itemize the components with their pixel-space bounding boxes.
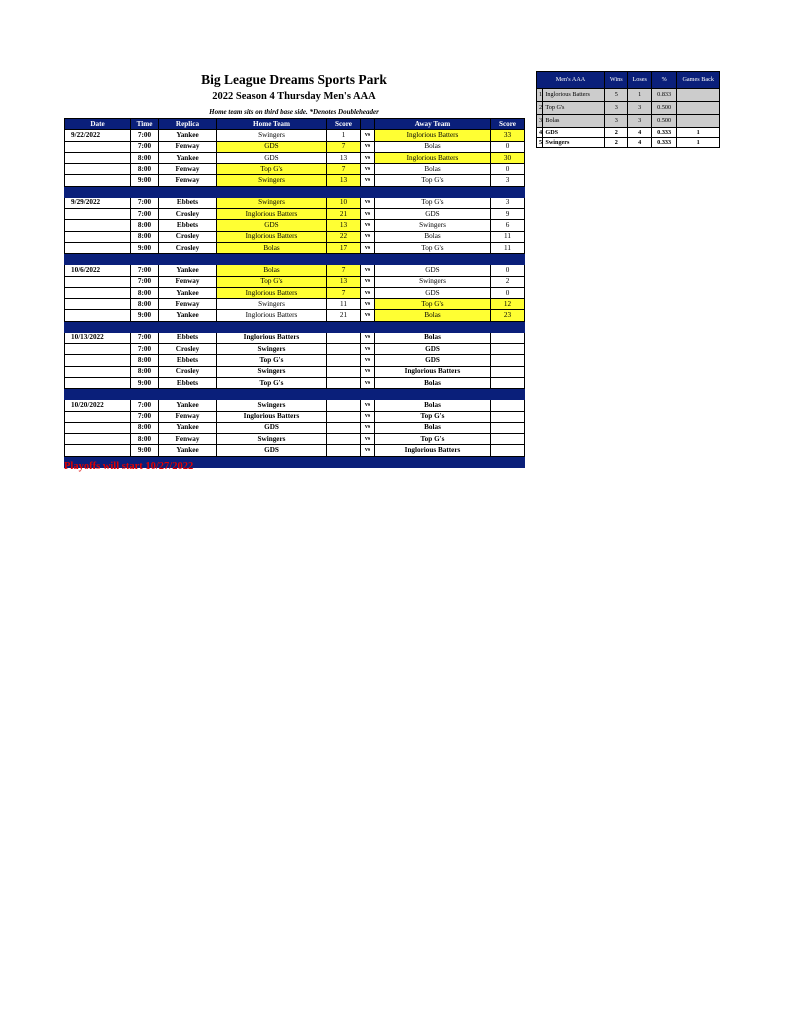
- home-score: 21: [327, 209, 361, 220]
- game-date-empty: [65, 344, 131, 355]
- away-team: GDS: [375, 355, 491, 366]
- game-row: [65, 366, 525, 377]
- game-time: 9:00: [131, 175, 159, 186]
- away-score: 23: [491, 310, 525, 321]
- game-time: 7:00: [131, 344, 159, 355]
- standings-losses: 3: [628, 102, 651, 115]
- away-team: GDS: [375, 265, 491, 276]
- away-team: Bolas: [375, 164, 491, 175]
- standings-wins-header: Wins: [605, 72, 628, 89]
- game-time: 8:00: [131, 434, 159, 445]
- home-team: GDS: [217, 445, 327, 456]
- away-score: 12: [491, 299, 525, 310]
- home-team: Top G's: [217, 355, 327, 366]
- game-date-empty: [65, 366, 131, 377]
- standings-rank: 3: [537, 115, 543, 128]
- vs-label: vs: [361, 377, 375, 388]
- game-replica: Yankee: [159, 265, 217, 276]
- home-team: Bolas: [217, 242, 327, 253]
- away-team: Inglorious Batters: [375, 130, 491, 141]
- away-score: 3: [491, 197, 525, 208]
- home-score: 7: [327, 287, 361, 298]
- game-date-empty: [65, 411, 131, 422]
- game-replica: Yankee: [159, 422, 217, 433]
- standings-division-header: Men's AAA: [537, 72, 605, 89]
- home-score: 13: [327, 220, 361, 231]
- game-replica: Crosley: [159, 366, 217, 377]
- away-team: Swingers: [375, 276, 491, 287]
- game-time: 9:00: [131, 377, 159, 388]
- standings-pct-header: %: [651, 72, 677, 89]
- standings-pct: 0.333: [651, 138, 677, 148]
- away-team: Top G's: [375, 299, 491, 310]
- vs-label: vs: [361, 265, 375, 276]
- home-score: 22: [327, 231, 361, 242]
- away-team: Bolas: [375, 310, 491, 321]
- game-date-empty: [65, 377, 131, 388]
- game-replica: Crosley: [159, 231, 217, 242]
- vs-label: vs: [361, 366, 375, 377]
- home-team: Swingers: [217, 366, 327, 377]
- home-score: 13: [327, 175, 361, 186]
- vs-label: vs: [361, 231, 375, 242]
- game-date-empty: [65, 220, 131, 231]
- game-date-empty: [65, 141, 131, 152]
- away-score: 0: [491, 265, 525, 276]
- game-row: [65, 434, 525, 445]
- col-date-header: Date: [65, 119, 131, 130]
- vs-label: vs: [361, 220, 375, 231]
- game-replica: Fenway: [159, 164, 217, 175]
- away-team: Bolas: [375, 422, 491, 433]
- game-time: 8:00: [131, 355, 159, 366]
- away-score: [491, 411, 525, 422]
- standings-table: [536, 71, 720, 148]
- game-row: [65, 197, 525, 208]
- home-score: [327, 400, 361, 411]
- standings-pct: 0.500: [651, 115, 677, 128]
- game-replica: Fenway: [159, 175, 217, 186]
- week-separator: [65, 186, 525, 197]
- home-score: [327, 344, 361, 355]
- away-score: [491, 332, 525, 343]
- standings-games-back: [677, 102, 720, 115]
- game-replica: Ebbets: [159, 355, 217, 366]
- game-time: 8:00: [131, 366, 159, 377]
- home-score: 11: [327, 299, 361, 310]
- standings-wins: 3: [605, 102, 628, 115]
- game-row: [65, 299, 525, 310]
- away-score: [491, 434, 525, 445]
- standings-rank: 1: [537, 89, 543, 102]
- standings-wins: 2: [605, 138, 628, 148]
- game-row: [65, 164, 525, 175]
- week-separator-bar: [65, 389, 525, 400]
- game-time: 7:00: [131, 265, 159, 276]
- game-row: [65, 445, 525, 456]
- game-date: 9/22/2022: [65, 130, 131, 141]
- vs-label: vs: [361, 130, 375, 141]
- game-replica: Ebbets: [159, 332, 217, 343]
- game-time: 7:00: [131, 276, 159, 287]
- home-team: Top G's: [217, 276, 327, 287]
- away-team: Top G's: [375, 411, 491, 422]
- game-row: [65, 231, 525, 242]
- game-replica: Yankee: [159, 400, 217, 411]
- home-team: Bolas: [217, 265, 327, 276]
- game-time: 9:00: [131, 242, 159, 253]
- game-time: 8:00: [131, 220, 159, 231]
- vs-label: vs: [361, 152, 375, 163]
- col-away-team-header: Away Team: [375, 119, 491, 130]
- home-team: Inglorious Batters: [217, 287, 327, 298]
- game-replica: Fenway: [159, 434, 217, 445]
- playoffs-notice: Playoffs will start 10/27/2022: [64, 461, 194, 472]
- game-time: 7:00: [131, 141, 159, 152]
- away-score: 33: [491, 130, 525, 141]
- game-time: 9:00: [131, 310, 159, 321]
- standings-header-row: [537, 72, 720, 89]
- away-team: GDS: [375, 344, 491, 355]
- game-row: [65, 242, 525, 253]
- vs-label: vs: [361, 332, 375, 343]
- game-row: [65, 355, 525, 366]
- away-score: [491, 445, 525, 456]
- away-score: 2: [491, 276, 525, 287]
- game-replica: Crosley: [159, 344, 217, 355]
- game-date-empty: [65, 355, 131, 366]
- game-date-empty: [65, 209, 131, 220]
- game-row: [65, 287, 525, 298]
- standings-games-back: 1: [677, 128, 720, 138]
- away-team: Top G's: [375, 175, 491, 186]
- home-team: GDS: [217, 152, 327, 163]
- away-score: [491, 366, 525, 377]
- standings-wins: 5: [605, 89, 628, 102]
- game-time: 9:00: [131, 445, 159, 456]
- col-replica-header: Replica: [159, 119, 217, 130]
- home-score: 1: [327, 130, 361, 141]
- away-team: Inglorious Batters: [375, 152, 491, 163]
- home-team: Inglorious Batters: [217, 209, 327, 220]
- away-team: Bolas: [375, 141, 491, 152]
- home-score: [327, 377, 361, 388]
- home-score: 13: [327, 276, 361, 287]
- game-time: 7:00: [131, 209, 159, 220]
- away-score: 0: [491, 164, 525, 175]
- home-team: Swingers: [217, 175, 327, 186]
- game-date-empty: [65, 445, 131, 456]
- game-replica: Fenway: [159, 141, 217, 152]
- home-team: Top G's: [217, 164, 327, 175]
- home-team: Inglorious Batters: [217, 231, 327, 242]
- home-score: [327, 355, 361, 366]
- standings-losses: 4: [628, 128, 651, 138]
- away-score: 0: [491, 287, 525, 298]
- standings-games-back: [677, 89, 720, 102]
- vs-label: vs: [361, 175, 375, 186]
- col-home-team-header: Home Team: [217, 119, 327, 130]
- game-row: [65, 265, 525, 276]
- vs-label: vs: [361, 411, 375, 422]
- game-row: [65, 276, 525, 287]
- game-date-empty: [65, 422, 131, 433]
- game-row: [65, 141, 525, 152]
- away-score: 11: [491, 231, 525, 242]
- home-team: Swingers: [217, 434, 327, 445]
- game-row: [65, 152, 525, 163]
- vs-label: vs: [361, 197, 375, 208]
- away-team: Top G's: [375, 197, 491, 208]
- week-separator: [65, 389, 525, 400]
- standings-row: [537, 89, 720, 102]
- standings-rank: 4: [537, 128, 543, 138]
- home-team: Swingers: [217, 197, 327, 208]
- standings-pct: 0.333: [651, 128, 677, 138]
- home-score: [327, 366, 361, 377]
- vs-label: vs: [361, 164, 375, 175]
- away-score: [491, 377, 525, 388]
- vs-label: vs: [361, 209, 375, 220]
- game-row: [65, 422, 525, 433]
- home-score: [327, 422, 361, 433]
- game-replica: Ebbets: [159, 197, 217, 208]
- standings-pct: 0.500: [651, 102, 677, 115]
- game-row: [65, 400, 525, 411]
- vs-label: vs: [361, 400, 375, 411]
- standings-team: GDS: [543, 128, 605, 138]
- game-date: 10/6/2022: [65, 265, 131, 276]
- home-team: Swingers: [217, 344, 327, 355]
- game-row: [65, 377, 525, 388]
- away-score: 0: [491, 141, 525, 152]
- game-date-empty: [65, 276, 131, 287]
- away-team: Bolas: [375, 332, 491, 343]
- game-time: 7:00: [131, 332, 159, 343]
- away-score: [491, 344, 525, 355]
- col-away-score-header: Score: [491, 119, 525, 130]
- game-time: 8:00: [131, 299, 159, 310]
- game-date-empty: [65, 164, 131, 175]
- standings-wins: 2: [605, 128, 628, 138]
- away-team: Bolas: [375, 377, 491, 388]
- home-team: GDS: [217, 422, 327, 433]
- game-row: [65, 220, 525, 231]
- home-team: Swingers: [217, 299, 327, 310]
- vs-label: vs: [361, 310, 375, 321]
- game-row: [65, 310, 525, 321]
- game-replica: Fenway: [159, 299, 217, 310]
- game-replica: Ebbets: [159, 220, 217, 231]
- game-row: [65, 411, 525, 422]
- game-date-empty: [65, 152, 131, 163]
- standings-team: Top G's: [543, 102, 605, 115]
- game-time: 7:00: [131, 411, 159, 422]
- home-score: 17: [327, 242, 361, 253]
- home-score: 21: [327, 310, 361, 321]
- vs-label: vs: [361, 276, 375, 287]
- standings-row: [537, 102, 720, 115]
- schedule-note: Home team sits on third base side. *Denotes Doubleheader: [209, 108, 379, 116]
- away-team: Bolas: [375, 400, 491, 411]
- game-date: 10/13/2022: [65, 332, 131, 343]
- col-home-score-header: Score: [327, 119, 361, 130]
- home-score: 7: [327, 265, 361, 276]
- game-replica: Crosley: [159, 209, 217, 220]
- home-score: 7: [327, 164, 361, 175]
- game-date-empty: [65, 242, 131, 253]
- standings-rank: 2: [537, 102, 543, 115]
- home-team: Top G's: [217, 377, 327, 388]
- page-title: Big League Dreams Sports Park: [201, 72, 387, 87]
- game-time: 8:00: [131, 152, 159, 163]
- vs-label: vs: [361, 287, 375, 298]
- game-replica: Fenway: [159, 276, 217, 287]
- game-row: [65, 344, 525, 355]
- home-team: GDS: [217, 220, 327, 231]
- away-team: GDS: [375, 209, 491, 220]
- vs-label: vs: [361, 299, 375, 310]
- away-team: Top G's: [375, 242, 491, 253]
- vs-label: vs: [361, 242, 375, 253]
- home-team: GDS: [217, 141, 327, 152]
- game-time: 8:00: [131, 422, 159, 433]
- standings-row: [537, 115, 720, 128]
- game-time: 8:00: [131, 164, 159, 175]
- standings-team: Bolas: [543, 115, 605, 128]
- page-subtitle: 2022 Season 4 Thursday Men's AAA: [212, 91, 376, 102]
- week-separator: [65, 321, 525, 332]
- game-replica: Yankee: [159, 287, 217, 298]
- vs-label: vs: [361, 141, 375, 152]
- game-time: 8:00: [131, 287, 159, 298]
- game-replica: Yankee: [159, 152, 217, 163]
- home-score: [327, 332, 361, 343]
- home-score: 7: [327, 141, 361, 152]
- game-replica: Yankee: [159, 310, 217, 321]
- away-team: Top G's: [375, 434, 491, 445]
- game-time: 7:00: [131, 197, 159, 208]
- game-date-empty: [65, 434, 131, 445]
- home-team: Inglorious Batters: [217, 310, 327, 321]
- away-team: Inglorious Batters: [375, 445, 491, 456]
- standings-games-back: 1: [677, 138, 720, 148]
- game-row: [65, 332, 525, 343]
- game-row: [65, 175, 525, 186]
- home-score: 13: [327, 152, 361, 163]
- vs-label: vs: [361, 344, 375, 355]
- game-date-empty: [65, 231, 131, 242]
- standings-pct: 0.833: [651, 89, 677, 102]
- game-replica: Yankee: [159, 445, 217, 456]
- away-score: 3: [491, 175, 525, 186]
- game-date: 9/29/2022: [65, 197, 131, 208]
- standings-row: [537, 128, 720, 138]
- game-time: 8:00: [131, 231, 159, 242]
- game-date-empty: [65, 310, 131, 321]
- standings-team: Inglorious Batters: [543, 89, 605, 102]
- standings-rank: 5: [537, 138, 543, 148]
- standings-games-back: [677, 115, 720, 128]
- away-team: Bolas: [375, 231, 491, 242]
- vs-label: vs: [361, 434, 375, 445]
- game-replica: Ebbets: [159, 377, 217, 388]
- home-score: [327, 434, 361, 445]
- game-row: [65, 130, 525, 141]
- standings-team: Swingers: [543, 138, 605, 148]
- home-team: Swingers: [217, 130, 327, 141]
- standings-games-back-header: Games Back: [677, 72, 720, 89]
- away-score: [491, 400, 525, 411]
- away-score: 30: [491, 152, 525, 163]
- vs-label: vs: [361, 355, 375, 366]
- schedule-header-row: [65, 119, 525, 130]
- game-replica: Crosley: [159, 242, 217, 253]
- week-separator-bar: [65, 186, 525, 197]
- standings-losses: 4: [628, 138, 651, 148]
- col-vs-header: [361, 119, 375, 130]
- game-time: 7:00: [131, 400, 159, 411]
- standings-row: [537, 138, 720, 148]
- away-score: 6: [491, 220, 525, 231]
- standings-losses-header: Loses: [628, 72, 651, 89]
- away-team: Swingers: [375, 220, 491, 231]
- home-score: [327, 445, 361, 456]
- away-score: 9: [491, 209, 525, 220]
- week-separator: [65, 254, 525, 265]
- schedule-table: [64, 118, 525, 468]
- home-team: Inglorious Batters: [217, 332, 327, 343]
- game-replica: Yankee: [159, 130, 217, 141]
- home-team: Inglorious Batters: [217, 411, 327, 422]
- week-separator-bar: [65, 254, 525, 265]
- standings-losses: 1: [628, 89, 651, 102]
- game-date-empty: [65, 287, 131, 298]
- standings-wins: 3: [605, 115, 628, 128]
- away-team: GDS: [375, 287, 491, 298]
- home-score: 10: [327, 197, 361, 208]
- week-separator-bar: [65, 321, 525, 332]
- col-time-header: Time: [131, 119, 159, 130]
- game-replica: Fenway: [159, 411, 217, 422]
- vs-label: vs: [361, 422, 375, 433]
- game-date-empty: [65, 175, 131, 186]
- away-score: [491, 355, 525, 366]
- game-date: 10/20/2022: [65, 400, 131, 411]
- vs-label: vs: [361, 445, 375, 456]
- game-time: 7:00: [131, 130, 159, 141]
- away-team: Inglorious Batters: [375, 366, 491, 377]
- away-score: 11: [491, 242, 525, 253]
- game-date-empty: [65, 299, 131, 310]
- standings-losses: 3: [628, 115, 651, 128]
- game-row: [65, 209, 525, 220]
- home-score: [327, 411, 361, 422]
- away-score: [491, 422, 525, 433]
- home-team: Swingers: [217, 400, 327, 411]
